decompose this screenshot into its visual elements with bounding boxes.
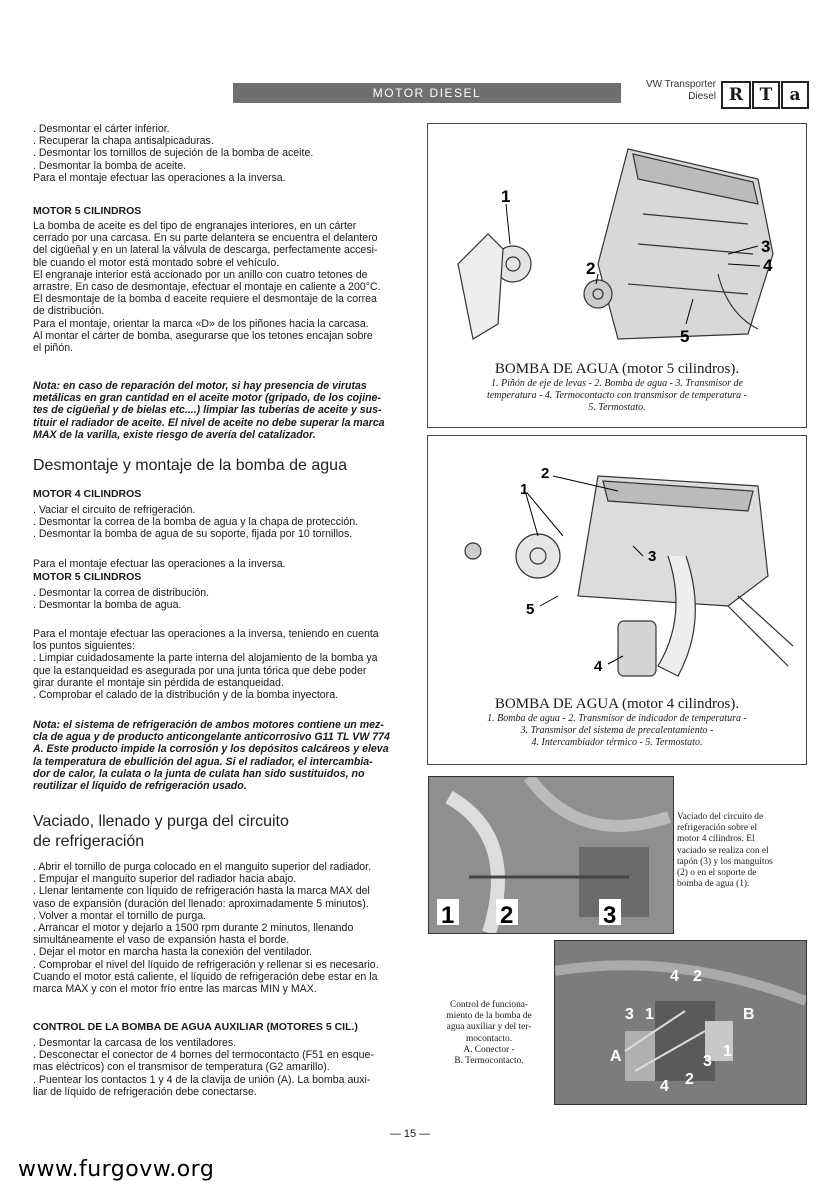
figure-drain-photo [428, 776, 674, 934]
logo-letter-a: a [781, 81, 809, 109]
text-line: cerrado por una carcasa. En su parte delantera se encuentra el delantero [33, 232, 378, 245]
caption-line: 5. Termostato. [588, 402, 646, 413]
fig3-label-2: 2 [500, 902, 514, 929]
fig2-title: BOMBA DE AGUA (motor 4 cilindros). [494, 696, 740, 712]
note-line: A. Este producto impide la corrosión y los depósitos calcáreos y eleva [33, 743, 389, 756]
step: . Desmontar la bomba de agua de su soporte, fijada por 10 tornillos. [33, 528, 353, 541]
caption-line: miento de la bomba de [446, 1011, 532, 1022]
aux-pump-steps [33, 1037, 413, 1098]
fig3-label-1: 1 [441, 902, 455, 929]
step: . Desmontar la correa de la bomba de agua y la chapa de protección. [33, 516, 359, 529]
fig3-label-3: 3 [603, 902, 617, 929]
fig4-label-a: A [610, 1048, 622, 1065]
note-line: tes de cigüeñal y de bielas etc....) limpiar las tuberías de aceite y sus- [33, 404, 382, 417]
fig4-label-3a: 3 [625, 1006, 634, 1023]
fig2-label-5: 5 [526, 601, 535, 618]
caption-line: temperatura - 4. Termocontacto con transmisor de temperatura - [487, 390, 747, 401]
caption-line: motor 4 cilindros. El [677, 834, 755, 845]
step: . Desmontar los tornillos de sujeción de la bomba de aceite. [33, 147, 314, 160]
aux-pump-heading: CONTROL DE LA BOMBA DE AGUA AUXILIAR (MOTORES 5 CIL.) [33, 1021, 358, 1033]
caption-line: Vaciado del circuito de [677, 812, 764, 822]
caption-line: B. Termocontacto. [454, 1056, 524, 1067]
fig4-label-4b: 4 [660, 1078, 669, 1095]
section-header-bar [233, 83, 621, 103]
page-number: — 15 — [389, 1128, 431, 1140]
text-line: . Abrir el tornillo de purga colocado en el manguito superior del radiador. [33, 861, 372, 873]
caption-line: 1. Piñón de eje de levas - 2. Bomba de agua - 3. Transmisor de [491, 378, 743, 389]
fig4-label-2a: 2 [693, 968, 702, 985]
step: Para el montaje efectuar las operaciones a la inversa. [33, 171, 286, 184]
oil-pump-5-text [33, 220, 413, 354]
text-line: . Dejar el motor en marcha hasta la conexión del ventilador. [33, 946, 313, 959]
brand-line2: Diesel [688, 91, 716, 102]
text-line: . Llenar lentamente con líquido de refrigeración hasta la marca MAX del [33, 885, 370, 898]
caption-line: 1. Bomba de agua - 2. Transmisor de indicador de temperatura - [487, 713, 747, 724]
water-pump-4-steps [33, 504, 413, 541]
caption-line: tapón (3) y los manguitos [677, 856, 773, 867]
water-pump-mount-text [33, 628, 413, 701]
water-pump-5-steps [33, 587, 413, 611]
caption-line: Control de funciona- [449, 1000, 529, 1010]
caption-line: mocontacto. [465, 1033, 513, 1044]
text-line: vaso de expansión (duración del llenado: aproximadamente 5 minutos). [33, 897, 369, 910]
text-line: El desmontaje de la bomba d eaceite requiere el desmontaje de la correa [33, 293, 377, 306]
site-watermark: www.furgovw.org [18, 1157, 215, 1182]
note-line: tituir el radiador de aceite. El nivel de aceite no debe superar la marca [33, 416, 385, 429]
fig1-label-2: 2 [586, 259, 596, 278]
text-line: . Empujar el manguito superior del radiador hacia abajo. [33, 873, 297, 886]
text-line: . Desconectar el conector de 4 bornes del termocontacto (F51 en esque- [33, 1049, 374, 1062]
step: . Recuperar la chapa antisalpicaduras. [33, 135, 214, 148]
section-title: MOTOR DIESEL [372, 86, 482, 100]
cooling-title [33, 812, 413, 852]
text-line: arrastre. En caso de desmontaje, efectuar el montaje en caliente a 200°C. [33, 281, 381, 294]
text-line: simultáneamente el vaso de expansión hasta el borde. [33, 934, 290, 947]
text-line: mas eléctricos) con el transmisor de temperatura (G2 amarillo). [33, 1061, 330, 1074]
logo-letter-t: T [752, 81, 780, 109]
fig2-caption [428, 713, 806, 749]
step: . Desmontar la bomba de aceite. [33, 159, 187, 172]
fig3-caption [677, 812, 807, 890]
engine-4cyl-illustration [428, 436, 806, 691]
water-pump-5-heading: MOTOR 5 CILINDROS [33, 571, 142, 583]
text-line: los puntos siguientes: [33, 640, 135, 653]
caption-line: 4. Intercambiador térmico - 5. Termostato. [531, 737, 703, 748]
caption-line: refrigeración sobre el [677, 823, 758, 834]
cooling-title-line: de refrigeración [33, 833, 145, 850]
fig4-caption [428, 1000, 550, 1067]
note-line: reutilizar el líquido de refrigeración usado. [33, 780, 247, 793]
text-line: El engranaje interior está accionado por un anillo con cuatro tetones de [33, 268, 368, 281]
text-line: La bomba de aceite es del tipo de engranajes interiores, en un cárter [33, 220, 357, 232]
text-line: girar durante el montaje sin pérdida de estanqueidad. [33, 676, 284, 689]
note-line: Nota: el sistema de refrigeración de ambos motores contiene un mez- [33, 719, 384, 731]
fig1-label-3: 3 [761, 237, 771, 256]
figure-aux-pump-photo [554, 940, 807, 1105]
fig2-label-3: 3 [648, 548, 657, 565]
caption-line: agua auxiliar y del ter- [446, 1022, 532, 1033]
aux-pump-photo-illustration [555, 941, 806, 1104]
note-line: la temperatura de ebullición del agua. Si el radiador, el intercambia- [33, 755, 373, 768]
text-line: Al montar el cárter de bomba, asegurarse que los tetones encajan sobre [33, 329, 373, 342]
cooling-title-line: Vaciado, llenado y purga del circuito [33, 813, 289, 830]
fig1-title: BOMBA DE AGUA (motor 5 cilindros). [494, 361, 740, 377]
intro-steps [33, 123, 413, 184]
caption-line: 3. Transmisor del sistema de precalentamiento - [520, 725, 714, 736]
text-line: . Limpiar cuidadosamente la parte interna del alojamiento de la bomba ya [33, 652, 378, 665]
text-line: de distribución. [33, 305, 105, 318]
cooling-steps [33, 861, 413, 995]
fig2-label-2: 2 [541, 465, 550, 482]
fig1-label-4: 4 [763, 256, 773, 275]
step: . Vaciar el circuito de refrigeración. [33, 504, 196, 516]
water-pump-4-inverse: Para el montaje efectuar las operaciones a la inversa. [33, 558, 286, 570]
caption-line: bomba de agua (1). [677, 879, 750, 890]
note-line: dor de calor, la culata o la junta de culata han sido sustituidos, no [33, 767, 365, 780]
fig2-label-1: 1 [520, 481, 529, 498]
note-line: Nota: en caso de reparación del motor, si hay presencia de virutas [33, 380, 367, 392]
engine-5cyl-illustration [428, 124, 806, 354]
fig1-caption [428, 378, 806, 414]
brand-line1: VW Transporter [645, 79, 716, 90]
fig2-label-4: 4 [594, 658, 603, 675]
fig4-label-4a: 4 [670, 968, 679, 985]
water-pump-4-heading: MOTOR 4 CILINDROS [33, 488, 142, 500]
figure-water-pump-4cyl [427, 435, 807, 765]
water-pump-title: Desmontaje y montaje de la bomba de agua [33, 457, 347, 474]
text-line: . Comprobar el nivel del líquido de refrigeración y rellenar si es necesario. [33, 958, 379, 971]
note-line: metálicas en gran cantidad en el aceite motor (gripado, de los cojine- [33, 392, 381, 405]
text-line: Para el montaje efectuar las operaciones a la inversa, teniendo en cuenta [33, 628, 379, 640]
text-line: . Desmontar la carcasa de los ventiladores. [33, 1037, 237, 1049]
caption-line: (2) o en el soporte de [677, 868, 757, 879]
step: . Desmontar la correa de distribución. [33, 587, 210, 599]
text-line: . Arrancar el motor y dejarlo a 1500 rpm durante 2 minutos, llenando [33, 922, 354, 935]
fig4-label-b: B [743, 1006, 755, 1023]
text-line: . Comprobar el calado de la distribución y de la bomba inyectora. [33, 689, 339, 702]
step: . Desmontar el cárter inferior. [33, 123, 170, 135]
text-line: marca MAX y con el motor frío entre las marcas MIN y MAX. [33, 983, 317, 996]
drain-photo-illustration [429, 777, 673, 933]
fig1-label-1: 1 [501, 187, 511, 206]
fig1-label-5: 5 [680, 327, 690, 346]
text-line: que la estanqueidad es asegurada por una junta tórica que debe poder [33, 664, 367, 677]
text-line: ble cuando el motor está montado sobre el vehículo. [33, 256, 280, 269]
fig4-label-1a: 1 [645, 1006, 654, 1023]
note-line: MAX de la varilla, existe riesgo de avería del catalizador. [33, 428, 316, 441]
caption-line: A. Conector - [463, 1044, 515, 1055]
text-line: . Puentear los contactos 1 y 4 de la clavija de unión (A). La bomba auxi- [33, 1073, 371, 1086]
logo-letter-r: R [721, 81, 751, 109]
caption-line: vaciado se realiza con el [677, 845, 769, 856]
figure-water-pump-5cyl [427, 123, 807, 428]
step: . Desmontar la bomba de agua. [33, 599, 182, 612]
fig4-label-3b: 3 [703, 1053, 712, 1070]
note-line: cla de agua y de producto anticongelante anticorrosivo G11 TL VW 774 [33, 731, 390, 744]
fig4-label-2b: 2 [685, 1071, 694, 1088]
text-line: Para el montaje, orientar la marca «D» de los piñones hacia la carcasa. [33, 317, 369, 330]
text-line: Cuando el motor está caliente, el líquido de refrigeración debe estar en la [33, 970, 378, 983]
brand-text [620, 79, 716, 103]
text-line: . Volver a montar el tornillo de purga. [33, 909, 207, 922]
water-pump-note [33, 719, 413, 792]
oil-pump-5-heading: MOTOR 5 CILINDROS [33, 205, 142, 217]
text-line: el piñón. [33, 342, 74, 355]
oil-pump-note [33, 380, 413, 441]
fig4-label-1b: 1 [723, 1043, 732, 1060]
text-line: liar de líquido de refrigeración debe conectarse. [33, 1085, 257, 1098]
text-line: del cigüeñal y en un lateral la válvula de descarga, perfectamente accesi- [33, 244, 378, 257]
